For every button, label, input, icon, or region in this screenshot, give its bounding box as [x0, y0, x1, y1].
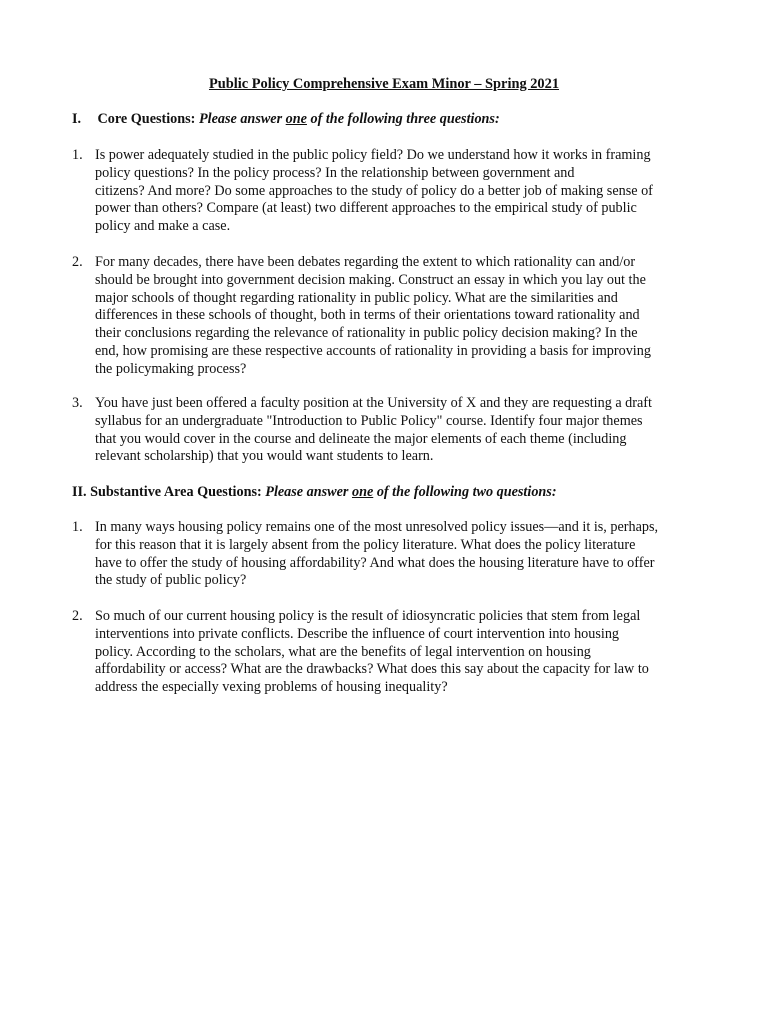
question-number: 3.: [72, 395, 83, 411]
section-heading-substantive: [72, 484, 712, 502]
substantive-question-2: [72, 608, 698, 697]
core-question-3: [72, 395, 698, 466]
section-label: Substantive Area Questions:: [90, 484, 262, 500]
core-question-2: [72, 254, 698, 379]
question-number: 1.: [72, 147, 83, 163]
section-number: I.: [72, 111, 82, 127]
section-instruction: Please answer one of the following two questions:: [265, 484, 557, 500]
question-text: For many decades, there have been debates regarding the extent to which rationality can and/or should be brought into government decision making. Construct an essay in which you lay out the major schools of thought regarding rationality in public policy. What are the similarities and differences in these schools of thought, both in terms of their orientations toward rationality and their conclusions regarding the relevance of rationality in public policy decision making? In the end, how promising are these respective accounts of rationality in providing a basis for improving the policymaking process?: [95, 254, 651, 377]
question-text: You have just been offered a faculty position at the University of X and they are requesting a draft syllabus for an undergraduate "Introduction to Public Policy" course. Identify four major themes that you would cover in the course and delineate the major elements of each theme (including relevant scholarship) that you would want students to learn.: [95, 395, 652, 465]
instruction-emphasis: one: [285, 111, 307, 127]
question-text: So much of our current housing policy is the result of idiosyncratic policies that stem from legal interventions into private conflicts. Describe the influence of court intervention into housing policy. According to the scholars, what are the benefits of legal intervention on housing affordability or access? What are the drawbacks? What does this say about the capacity for law to address the especially vexing problems of housing inequality?: [95, 608, 649, 696]
question-number: 2.: [72, 254, 83, 270]
page-title: Public Policy Comprehensive Exam Minor – Spring 2021: [208, 76, 560, 92]
section-label: Core Questions:: [97, 111, 196, 127]
substantive-question-1: [72, 519, 698, 590]
section-number: II.: [72, 484, 87, 500]
core-question-1: [72, 147, 698, 236]
instruction-emphasis: one: [351, 484, 374, 500]
section-instruction: Please answer one of the following three questions:: [198, 111, 500, 127]
question-text: In many ways housing policy remains one of the most unresolved policy issues—and it is, perhaps, for this reason that it is largely absent from the policy literature. What does the policy literature have to offer the study of housing affordability? And what does the housing literature have to offer the study of public policy?: [95, 519, 659, 589]
question-number: 1.: [72, 519, 83, 535]
question-text: Is power adequately studied in the public policy field? Do we understand how it works in framing policy questions? In the policy process? In the relationship between government and citizens? And more? Do some approaches to the study of policy do a better job of making sense of power than others? Compare (at least) two different approaches to the empirical study of public policy and make a case.: [95, 147, 653, 235]
question-number: 2.: [72, 608, 83, 624]
section-heading-core: [72, 111, 712, 129]
